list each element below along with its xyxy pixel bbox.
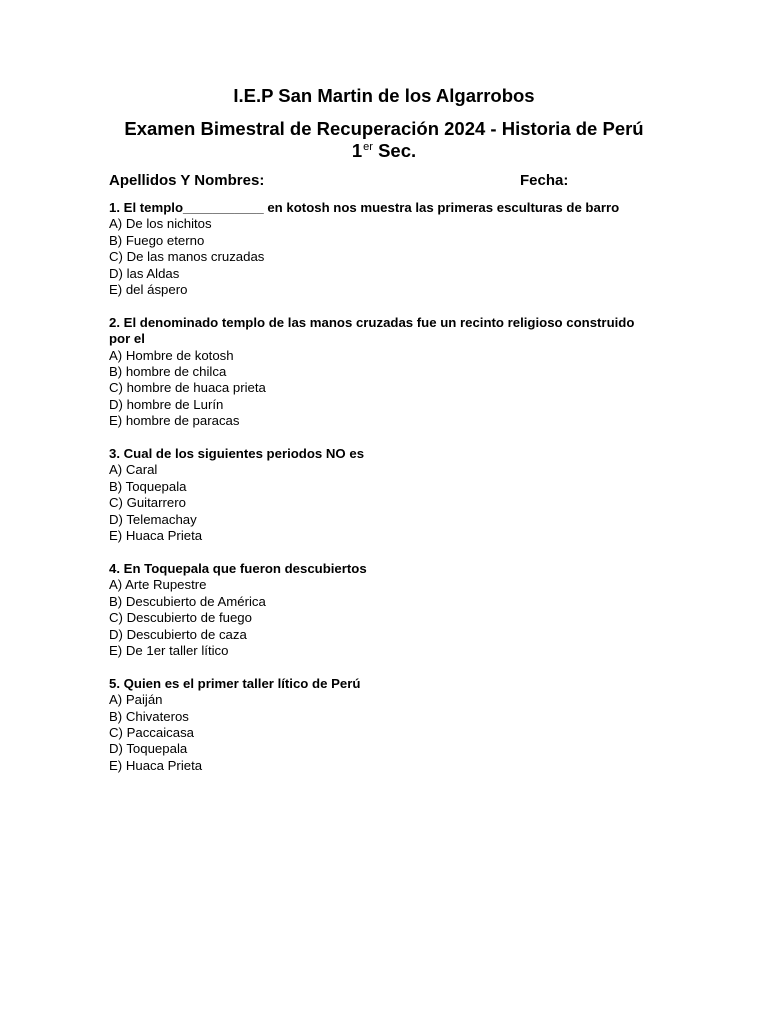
grade-suffix: er [363,141,373,153]
option-d: D) Toquepala [109,741,188,757]
option-e: E) hombre de paracas [109,413,240,429]
question-5 [109,676,649,774]
option-e: E) Huaca Prieta [109,757,203,773]
question-3 [109,446,649,544]
option-b: B) hombre de chilca [109,364,227,380]
option-b: B) Chivateros [109,708,189,724]
option-d: D) Telemachay [109,511,197,527]
question-text: 2. El denominado templo de las manos cruzadas fue un recinto religioso construido por el [109,314,635,347]
question-text: 1. El templo___________ en kotosh nos muestra las primeras esculturas de barro [109,200,620,215]
student-info-row [109,171,629,193]
option-e: E) De 1er taller lítico [109,642,229,658]
question-text: 3. Cual de los siguientes periodos NO es [109,446,365,462]
option-c: C) hombre de huaca prieta [109,380,266,396]
grade-number: 1 [351,140,363,161]
grade-label [0,139,768,166]
question-list [109,200,649,791]
name-label: Apellidos Y Nombres: [109,172,265,189]
option-d: D) Descubierto de caza [109,626,247,642]
option-c: C) Guitarrero [109,495,186,511]
grade-text: Sec. [378,140,417,161]
option-a: A) Caral [109,462,158,478]
question-text: 4. En Toquepala que fueron descubiertos [109,560,367,576]
option-c: C) De las manos cruzadas [109,249,265,265]
option-a: A) Paiján [109,692,163,708]
option-a: A) Arte Rupestre [109,577,207,593]
question-text: 5. Quien es el primer taller lítico de Perú [109,675,361,691]
exam-title: Examen Bimestral de Recuperación 2024 - Historia de Perú [124,118,644,139]
option-b: B) Fuego eterno [109,232,205,248]
question-4 [109,561,649,659]
option-d: D) las Aldas [109,265,180,281]
option-a: A) Hombre de kotosh [109,347,234,363]
option-e: E) del áspero [109,282,188,298]
question-2 [109,315,649,430]
option-b: B) Toquepala [109,478,187,494]
option-e: E) Huaca Prieta [109,528,203,544]
school-name: I.E.P San Martin de los Algarrobos [233,85,535,106]
option-d: D) hombre de Lurín [109,396,224,412]
option-a: A) De los nichitos [109,216,212,232]
option-b: B) Descubierto de América [109,593,266,609]
option-c: C) Paccaicasa [109,724,195,740]
option-c: C) Descubierto de fuego [109,610,252,626]
question-1 [109,200,649,298]
date-label: Fecha: [520,172,569,189]
